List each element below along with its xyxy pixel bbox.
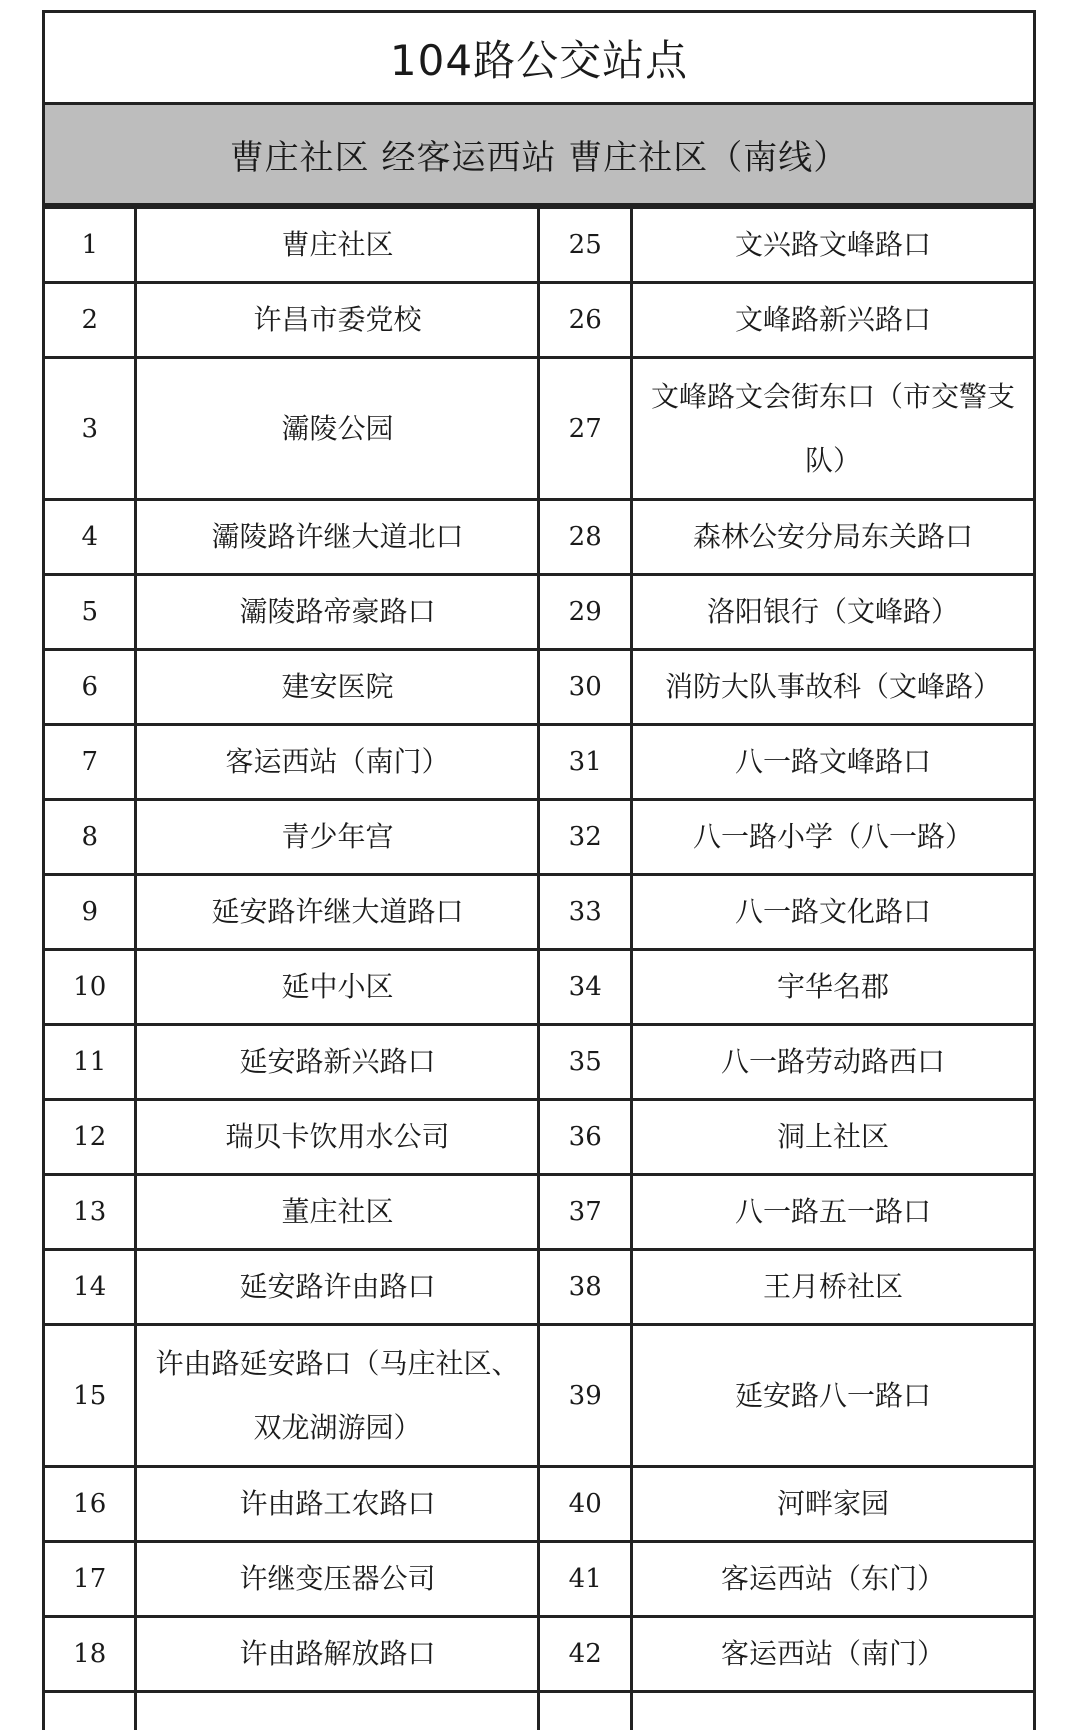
stop-number: 42 [539,1617,631,1692]
stop-name: 建安医院 [136,650,539,725]
stop-name: 客运西站（东门） [631,1542,1034,1617]
stop-name: 董庄社区 [136,1175,539,1250]
table-row [44,1617,1035,1692]
table-row [44,1025,1035,1100]
stop-number: 25 [539,208,631,283]
stop-name: 文峰路新兴路口 [631,283,1034,358]
stop-number: 26 [539,283,631,358]
table-row [44,1175,1035,1250]
stop-name: 八一路文峰路口 [631,725,1034,800]
stop-name: 洛阳银行（文峰路） [631,575,1034,650]
stop-name: 延安路八一路口 [631,1325,1034,1467]
stop-number: 5 [44,575,136,650]
table-row [44,1542,1035,1617]
stop-number: 33 [539,875,631,950]
stop-number [539,1692,631,1730]
stops-table [42,206,1036,1730]
stop-number: 2 [44,283,136,358]
stop-name: 灞陵公园 [136,358,539,500]
stop-number: 31 [539,725,631,800]
stop-name [631,1692,1034,1730]
stop-name: 许昌市委党校 [136,283,539,358]
stop-number: 10 [44,950,136,1025]
stop-name: 灞陵路帝豪路口 [136,575,539,650]
table-row [44,1467,1035,1542]
stop-number: 36 [539,1100,631,1175]
stop-number: 40 [539,1467,631,1542]
table-row [44,208,1035,283]
stop-number: 38 [539,1250,631,1325]
stop-name: 许由路解放路口 [136,1617,539,1692]
stop-name: 洞上社区 [631,1100,1034,1175]
stop-number: 12 [44,1100,136,1175]
stop-name: 客运西站（南门） [631,1617,1034,1692]
stop-number: 3 [44,358,136,500]
stop-number: 35 [539,1025,631,1100]
stop-name: 王月桥社区 [631,1250,1034,1325]
stop-number [44,1692,136,1730]
stop-number: 30 [539,650,631,725]
table-row [44,800,1035,875]
stop-name: 文兴路文峰路口 [631,208,1034,283]
stop-number: 15 [44,1325,136,1467]
stops-table-body [44,208,1035,1730]
stop-number: 29 [539,575,631,650]
stop-number: 8 [44,800,136,875]
route-subtitle: 曹庄社区 经客运西站 曹庄社区（南线） [45,105,1033,206]
stop-name: 青少年宫 [136,800,539,875]
stop-number: 14 [44,1250,136,1325]
table-row [44,950,1035,1025]
table-row [44,875,1035,950]
stop-name: 宇华名郡 [631,950,1034,1025]
stop-name: 灞陵路许继大道北口 [136,500,539,575]
stop-name: 延安路许继大道路口 [136,875,539,950]
table-row [44,1692,1035,1730]
stop-number: 27 [539,358,631,500]
stop-name: 八一路文化路口 [631,875,1034,950]
stop-name: 客运西站（南门） [136,725,539,800]
stop-name: 消防大队事故科（文峰路） [631,650,1034,725]
stop-number: 9 [44,875,136,950]
stop-number: 13 [44,1175,136,1250]
stop-number: 18 [44,1617,136,1692]
stop-name: 河畔家园 [631,1467,1034,1542]
table-row [44,500,1035,575]
stop-number: 16 [44,1467,136,1542]
stop-name: 延安路新兴路口 [136,1025,539,1100]
stop-name [136,1692,539,1730]
stop-name: 八一路五一路口 [631,1175,1034,1250]
stop-number: 37 [539,1175,631,1250]
stop-name: 许由路工农路口 [136,1467,539,1542]
stop-number: 6 [44,650,136,725]
stop-name: 曹庄社区 [136,208,539,283]
stop-number: 34 [539,950,631,1025]
stop-number: 39 [539,1325,631,1467]
table-row [44,283,1035,358]
stop-name: 瑞贝卡饮用水公司 [136,1100,539,1175]
stop-number: 4 [44,500,136,575]
table-row [44,650,1035,725]
stop-name: 许由路延安路口（马庄社区、双龙湖游园） [136,1325,539,1467]
stop-name: 八一路小学（八一路） [631,800,1034,875]
table-row [44,1325,1035,1467]
stop-name: 延中小区 [136,950,539,1025]
stop-number: 1 [44,208,136,283]
stop-number: 28 [539,500,631,575]
stop-name: 许继变压器公司 [136,1542,539,1617]
stop-number: 32 [539,800,631,875]
table-row [44,358,1035,500]
table-row [44,575,1035,650]
stop-name: 八一路劳动路西口 [631,1025,1034,1100]
table-row [44,725,1035,800]
table-row [44,1100,1035,1175]
stop-name: 文峰路文会街东口（市交警支队） [631,358,1034,500]
stop-number: 7 [44,725,136,800]
stop-name: 森林公安分局东关路口 [631,500,1034,575]
stop-name: 延安路许由路口 [136,1250,539,1325]
bus-stop-sheet [42,10,1036,1730]
stop-number: 17 [44,1542,136,1617]
stop-number: 41 [539,1542,631,1617]
stop-number: 11 [44,1025,136,1100]
table-row [44,1250,1035,1325]
page-title: 104路公交站点 [45,13,1033,105]
